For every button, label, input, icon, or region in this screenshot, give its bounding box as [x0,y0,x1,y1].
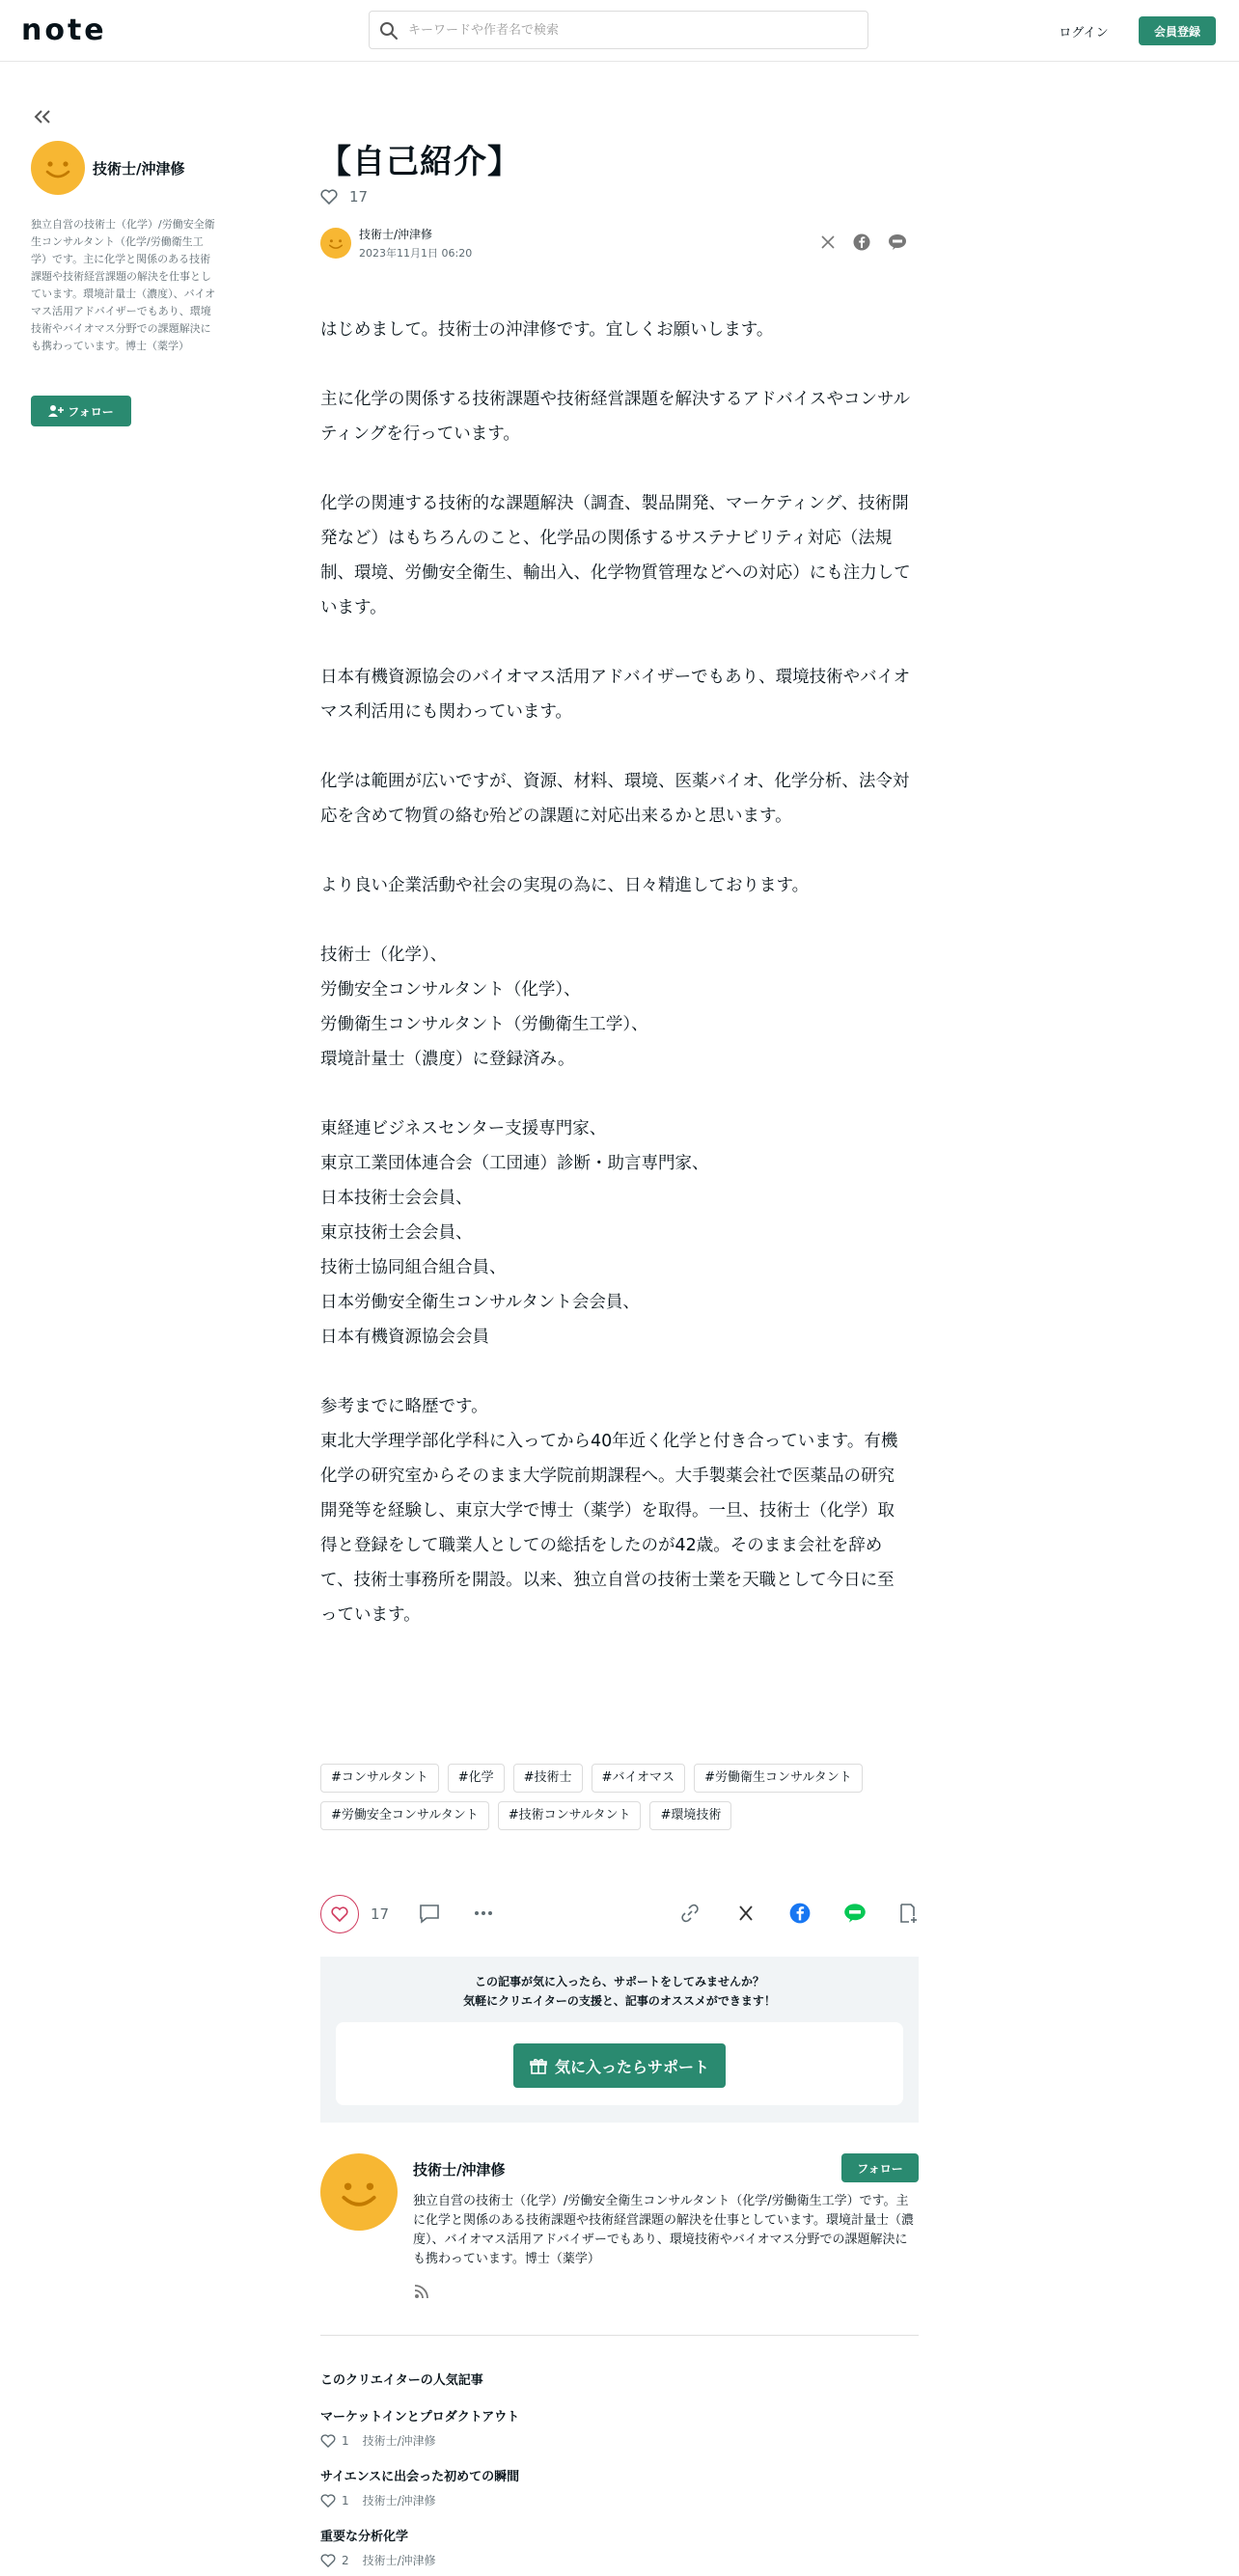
login-button[interactable]: ログイン [1042,19,1125,42]
like-count: 17 [371,1905,390,1923]
tag[interactable]: #労働衛生コンサルタント [694,1764,863,1793]
article-paragraph: 技術士（化学）、 労働安全コンサルタント（化学）、 労働衛生コンサルタント（労働衛生工学）、 環境計量士（濃度）に登録済み。 [320,945,648,1069]
x-share-icon[interactable] [735,1903,757,1924]
article-paragraph: 化学の関連する技術的な課題解決（調査、製品開発、マーケティング、技術開発など）はもちろんのこと、化学品の関係するサステナビリティ対応（法規制、環境、労働安全衛生、輸出入、化学物質管理などへの対応）にも注力しています。 [320,494,911,617]
rss-icon[interactable] [413,2283,430,2300]
popular-article-author: 技術士/沖津修 [362,2434,436,2448]
popular-article-title[interactable]: サイエンスに出会った初めての瞬間 [320,2470,520,2484]
popular-article-meta [320,2552,919,2568]
line-share-icon[interactable] [888,233,907,251]
article-paragraph: より良い企業活動や社会の実現の為に、日々精進しております。 [320,876,810,895]
article-paragraph: はじめまして。技術士の沖津修です。宜しくお願いします。 [320,320,774,340]
link-copy-icon[interactable] [679,1903,701,1924]
sidebar-author-name[interactable]: 技術士/沖津修 [93,160,185,178]
search-icon [379,21,399,41]
search-input[interactable] [408,17,852,42]
article-paragraph: 日本有機資源協会のバイオマス活用アドバイザーでもあり、環境技術やバイオマス利活用にも関わっています。 [320,668,911,722]
article-date: 2023年11月1日 06:20 [359,247,473,260]
section-divider [320,2335,919,2336]
tag[interactable]: #コンサルタント [320,1764,439,1793]
more-options-icon[interactable] [473,1903,494,1924]
x-share-icon[interactable] [820,234,836,250]
tag-list [320,1764,919,1830]
popular-article-title[interactable]: マーケットインとプロダクトアウト [320,2410,520,2425]
popular-articles-heading: このクリエイターの人気記事 [320,2373,483,2388]
popular-article-item[interactable] [320,2526,919,2568]
tag[interactable]: #技術コンサルタント [498,1801,642,1830]
popular-article-author: 技術士/沖津修 [362,2554,436,2567]
support-button[interactable] [513,2043,726,2088]
sidebar-author-bio: 独立自営の技術士（化学）/労働安全衛生コンサルタント（化学/労働衛生工学）です。主に化学と関係のある技術課題や技術経営課題の解決を仕事としています。環境計量士（濃度）、バイオマス活用アドバイザーでもあり、環境技術やバイオマス分野での課題解決にも携わっています。博士（薬学） [31,218,216,352]
follow-label: フォロー [68,404,114,419]
tag[interactable]: #バイオマス [592,1764,686,1793]
support-section [320,1957,919,2123]
popular-article-item[interactable] [320,2406,919,2449]
popular-article-meta [320,2432,919,2449]
article-paragraph: 東経連ビジネスセンター支援専門家、 東京工業団体連合会（工団連）診断・助言専門家、 日本技術士会会員、 東京技術士会会員、 技術士協同組合組合員、 日本労働安全衛生コンサルタント会会員、 日本有機資源協会会員 [320,1119,709,1347]
creator-card [320,2153,919,2314]
heart-icon [331,1906,348,1922]
collapse-chevron-icon[interactable] [29,104,56,129]
avatar[interactable] [31,141,85,195]
support-button-label: 気に入ったらサポート [554,2057,709,2076]
popular-article-item[interactable] [320,2466,919,2508]
tag[interactable]: #環境技術 [649,1801,731,1830]
article-paragraph: 化学は範囲が広いですが、資源、材料、環境、医薬バイオ、化学分析、法令対応を含めて物質の絡む殆どの課題に対応出来るかと思います。 [320,772,910,826]
popular-article-author: 技術士/沖津修 [362,2494,436,2507]
register-button[interactable]: 会員登録 [1139,16,1216,45]
search-box[interactable] [369,11,868,49]
facebook-share-icon[interactable] [789,1903,811,1924]
article-author-row [320,226,472,260]
share-buttons-top [820,233,907,251]
site-header [0,0,1239,62]
tag[interactable]: #化学 [448,1764,505,1793]
like-count-top: 17 [349,188,369,206]
heart-icon [320,2554,336,2567]
article-paragraph: 主に化学の関係する技術課題や技術経営課題を解決するアドバイスやコンサルティングを行っています。 [320,390,911,444]
sidebar-follow-button[interactable] [31,396,131,426]
gift-icon [530,2057,547,2074]
popular-article-likes: 2 [342,2553,349,2567]
popular-article-likes: 1 [342,2493,349,2507]
article-body [320,313,911,1667]
popular-article-title[interactable]: 重要な分析化学 [320,2530,409,2544]
creator-name[interactable]: 技術士/沖津修 [413,2161,506,2179]
add-to-magazine-icon[interactable] [897,1903,919,1924]
support-line-2: 気軽にクリエイターの支援と、記事のオススメができます！ [463,1994,776,2008]
support-card [336,2022,903,2105]
add-user-icon [48,404,64,418]
like-button[interactable] [320,1895,359,1933]
line-share-icon[interactable] [843,1903,867,1924]
article-paragraph: 参考までに略歴です。 東北大学理学部化学科に入ってから40年近く化学と付き合っています。有機化学の研究室からそのまま大学院前期課程へ。大手製薬会社で医薬品の研究開発等を経験し、東京大学で博士（薬学）を取得。一旦、技術士（化学）取得と登録をして職業人としての総括をしたのが42歳。そのまま会社を辞めて、技術士事務所を開設。以来、独立自営の技術士業を天職として今日に至っています。 [320,1397,898,1625]
article-action-bar [320,1893,919,1935]
support-message [320,1972,919,2011]
facebook-share-icon[interactable] [853,233,870,251]
article-author-name[interactable]: 技術士/沖津修 [359,228,433,241]
support-line-1: この記事が気に入ったら、サポートをしてみませんか？ [474,1975,764,1988]
author-avatar[interactable] [320,228,351,259]
article-title: 【自己紹介】 [318,143,521,181]
heart-icon [320,2434,336,2448]
heart-icon [320,189,338,205]
avatar[interactable] [320,2153,398,2231]
like-summary[interactable] [320,188,368,206]
tag[interactable]: #労働安全コンサルタント [320,1801,489,1830]
heart-icon [320,2494,336,2507]
comment-icon[interactable] [419,1903,440,1924]
creator-follow-button[interactable]: フォロー [841,2153,919,2182]
popular-article-likes: 1 [342,2433,349,2448]
popular-article-meta [320,2492,919,2508]
note-logo[interactable]: note [21,14,107,47]
tag[interactable]: #技術士 [513,1764,583,1793]
creator-bio: 独立自営の技術士（化学）/労働安全衛生コンサルタント（化学/労働衛生工学）です。主に化学と関係のある技術課題や技術経営課題の解決を仕事としています。環境計量士（濃度）、バイオマス活用アドバイザーでもあり、環境技術やバイオマス分野での課題解決にも携わっています。博士（薬学） [413,2194,914,2266]
